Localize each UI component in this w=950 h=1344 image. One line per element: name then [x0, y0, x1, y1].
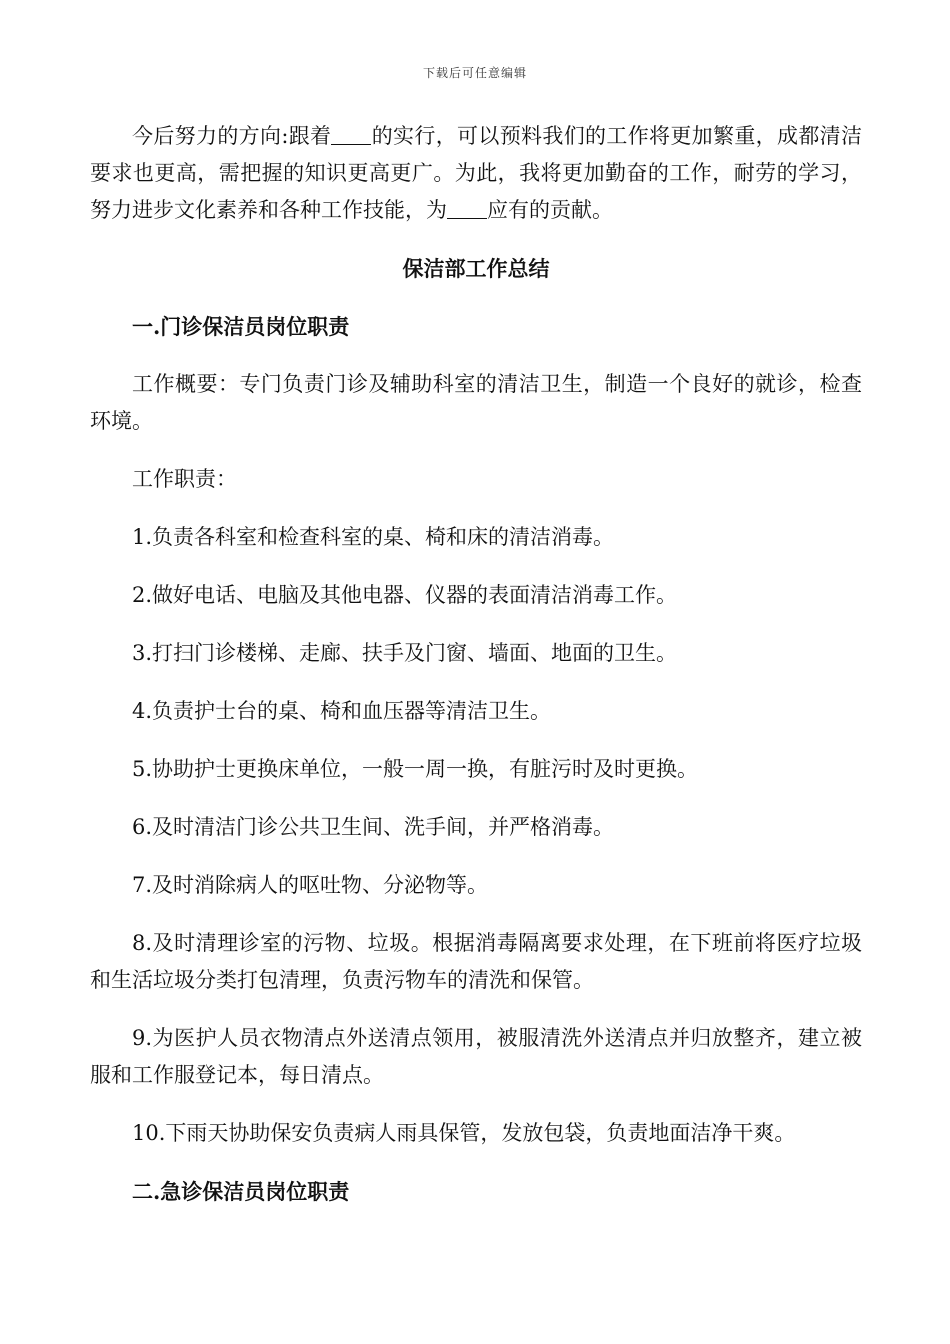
duty-item: 10.下雨天协助保安负责病人雨具保管，发放包袋，负责地面洁净干爽。	[132, 1121, 796, 1145]
duty-item: 1.负责各科室和检查科室的桌、椅和床的清洁消毒。	[132, 525, 615, 549]
section-2-heading: 二.急诊保洁员岗位职责	[132, 1179, 350, 1204]
duty-item: 8.及时清理诊室的污物、垃圾。根据消毒隔离要求处理，在下班前将医疗垃圾和生活垃圾分类打包清理，负责污物车的清洗和保管。	[90, 931, 862, 992]
duty-item: 5.协助护士更换床单位，一般一周一换，有脏污时及时更换。	[132, 757, 699, 781]
intro-part-2: 的实行，可以预料我们的工作将更加繁重，成都清洁要求也更高，需把握的知识更高更广。为此，我将更加勤奋的工作，耐劳的学习，努力进步文化素养和各种工作技能，为	[90, 124, 863, 222]
work-overview: 工作概要：专门负责门诊及辅助科室的清洁卫生，制造一个良好的就诊，检查环境。	[90, 372, 862, 433]
duty-item: 4.负责护士台的桌、椅和血压器等清洁卫生。	[132, 699, 552, 723]
intro-part-1: 今后努力的方向:跟着	[132, 124, 332, 148]
page-header: 下载后可任意编辑	[422, 66, 527, 80]
intro-paragraph	[90, 118, 862, 229]
duties-label: 工作职责：	[132, 467, 237, 491]
document-title: 保洁部工作总结	[402, 256, 550, 281]
section-1-heading: 一.门诊保洁员岗位职责	[132, 314, 350, 339]
duty-item: 3.打扫门诊楼梯、走廊、扶手及门窗、墙面、地面的卫生。	[132, 641, 678, 665]
document-body	[90, 118, 862, 1231]
intro-part-3: 应有的贡献。	[487, 198, 613, 222]
duty-item: 6.及时清洁门诊公共卫生间、洗手间，并严格消毒。	[132, 815, 615, 839]
fill-blank	[331, 122, 371, 145]
duty-item: 7.及时消除病人的呕吐物、分泌物等。	[132, 873, 489, 897]
fill-blank	[447, 196, 487, 219]
duty-item: 2.做好电话、电脑及其他电器、仪器的表面清洁消毒工作。	[132, 583, 678, 607]
duty-item: 9.为医护人员衣物清点外送清点领用，被服清洗外送清点并归放整齐，建立被服和工作服登记本，每日清点。	[90, 1026, 862, 1087]
